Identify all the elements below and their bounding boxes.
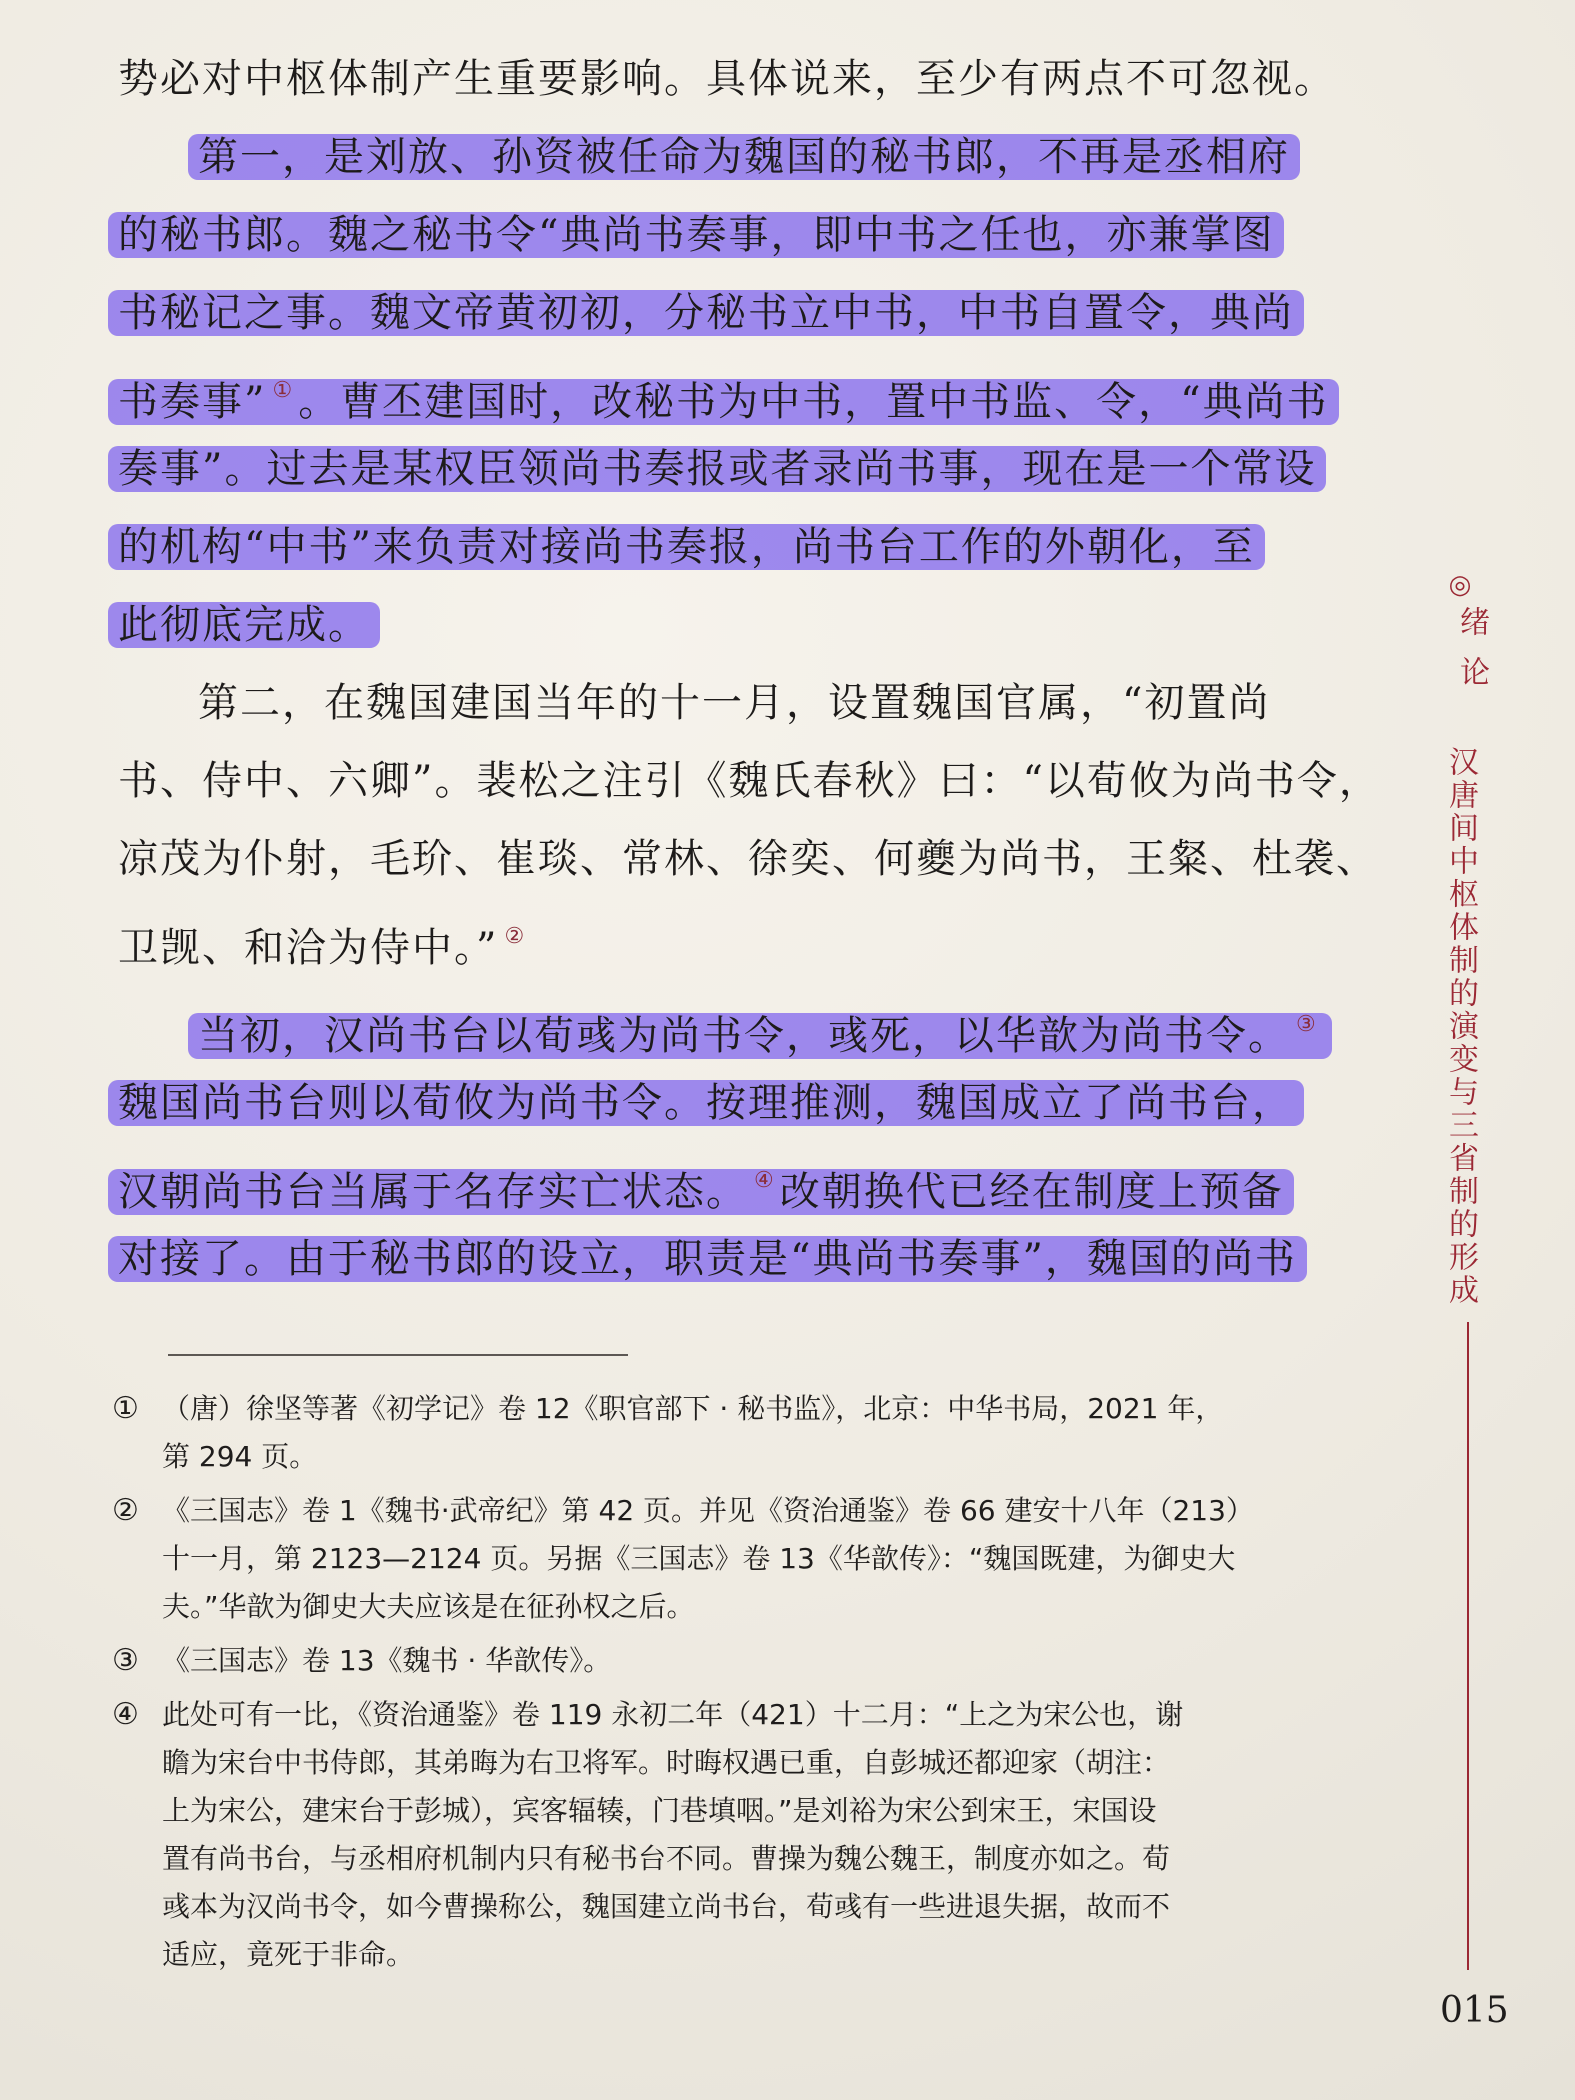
footnote-item [112, 1691, 1332, 1979]
text-line [118, 508, 1340, 586]
text-line [118, 274, 1340, 352]
footnote-text: 《三国志》卷 13《魏书 · 华歆传》。 [162, 1644, 612, 1677]
footnote-mark: ④ [112, 1697, 139, 1732]
main-text [118, 40, 1381, 1298]
sidebar-rule [1467, 1322, 1469, 1970]
text-line: 第二，在魏国建国当年的十一月，设置魏国官属，“初置尚 [198, 680, 1271, 726]
text-line: 势必对中枢体制产生重要影响。具体说来，至少有两点不可忽视。 [118, 56, 1336, 102]
section-title: 绪论 [1454, 606, 1489, 706]
text-line [118, 352, 1340, 430]
highlight: 对接了。由于秘书郎的设立，职责是“典尚书奏事”，魏国的尚书 [108, 1236, 1307, 1282]
circle-mark-icon: ◎ [1448, 570, 1472, 600]
footnote-text: 《三国志》卷 1《魏书·武帝纪》第 42 页。并见《资治通鉴》卷 66 建安十八年（213） 十一月，第 2123—2124 页。另据《三国志》卷 13《华歆传》：“魏国既建，为御史大 夫。”华歆为御史大夫应该是在征孙权之后。 [162, 1494, 1254, 1623]
footnote-ref[interactable]: ③ [1296, 1012, 1316, 1037]
running-header [1440, 570, 1489, 1307]
text-line [118, 118, 1340, 196]
text-line: 书、侍中、六卿”。裴松之注引《魏氏春秋》曰：“以荀攸为尚书令， [118, 758, 1381, 804]
page-number: 015 [1440, 1990, 1509, 2031]
book-title: 汉唐间中枢体制的演变与三省制的形成 [1443, 746, 1478, 1307]
highlight: 当初，汉尚书台以荀彧为尚书令，彧死，以华歆为尚书令。 ③ [188, 1013, 1332, 1059]
text-line: 凉茂为仆射，毛玠、崔琰、常林、徐奕、何夔为尚书，王粲、杜袭、 [118, 836, 1378, 882]
text-line [118, 430, 1340, 508]
footnote-item [112, 1487, 1332, 1631]
footnote-mark: ① [112, 1391, 139, 1426]
highlight: 的秘书郎。魏之秘书令“典尚书奏事，即中书之任也，亦兼掌图 [108, 212, 1284, 258]
text-line [118, 196, 1340, 274]
text-line [118, 586, 1340, 664]
highlight: 此彻底完成。 [108, 602, 380, 648]
footnote-mark: ③ [112, 1643, 139, 1678]
highlight: 汉朝尚书台当属于名存实亡状态。 ④ 改朝换代已经在制度上预备 [108, 1169, 1294, 1215]
footnote-ref[interactable]: ② [504, 924, 525, 949]
text-line [118, 1142, 1340, 1220]
text-line [118, 1064, 1340, 1142]
footnote-item [112, 1637, 1332, 1685]
highlight: 魏国尚书台则以荀攸为尚书令。按理推测，魏国成立了尚书台， [108, 1080, 1304, 1126]
highlight: 奏事”。过去是某权臣领尚书奏报或者录尚书事，现在是一个常设 [108, 446, 1326, 492]
footnote-text: （唐）徐坚等著《初学记》卷 12《职官部下 · 秘书监》，北京：中华书局，2021 年， 第 294 页。 [162, 1392, 1224, 1473]
footnote-text: 此处可有一比，《资治通鉴》卷 119 永初二年（421）十二月：“上之为宋公也，谢 瞻为宋台中书侍郎，其弟晦为右卫将军。时晦权遇已重，自彭城还都迎家（胡注： 上为宋公，建宋台于彭城），宾客辐辏，门巷填咽。”是刘裕为宋公到宋王，宋国设 置有尚书台，与丞相府机制内只有秘书台不同。曹操为魏公魏王，制度亦如之。荀 彧本为汉尚书令，如今曹操称公，魏国建立尚书台，荀彧有一些进退失据，故而不 适应，竟死于非命。 [162, 1698, 1184, 1971]
highlight: 的机构“中书”来负责对接尚书奏报，尚书台工作的外朝化，至 [108, 524, 1265, 570]
highlight: 书奏事” ① 。曹丕建国时，改秘书为中书，置中书监、令，“典尚书 [108, 379, 1339, 425]
footnote-mark: ② [112, 1493, 139, 1528]
text-line: 卫觊、和洽为侍中。” ② [118, 924, 525, 971]
highlight: 书秘记之事。魏文帝黄初初，分秘书立中书，中书自置令，典尚 [108, 290, 1304, 336]
text-line [118, 1220, 1340, 1298]
footnote-ref[interactable]: ④ [754, 1168, 774, 1193]
highlight: 第一，是刘放、孙资被任命为魏国的秘书郎，不再是丞相府 [188, 134, 1300, 180]
text-line [118, 986, 1340, 1064]
footnote-item [112, 1385, 1332, 1481]
footnotes [112, 1385, 1332, 1985]
footnote-divider [168, 1354, 628, 1356]
footnote-ref[interactable]: ① [272, 378, 293, 403]
